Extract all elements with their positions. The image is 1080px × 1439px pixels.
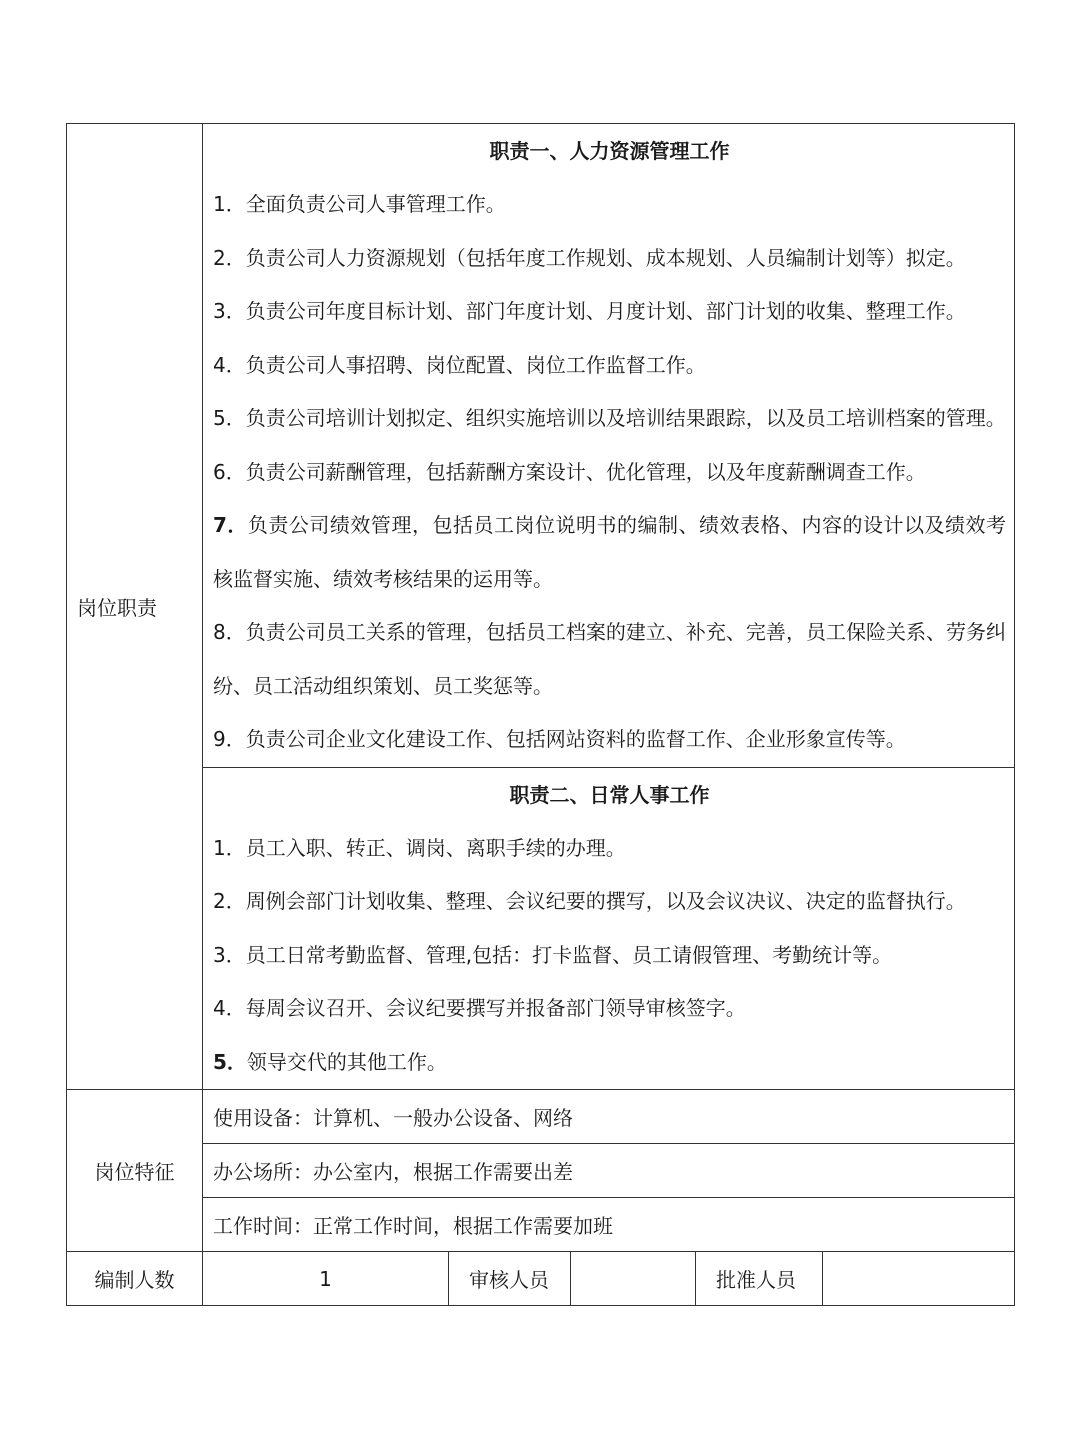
item-text: 周例会部门计划收集、整理、会议纪要的撰写，以及会议决议、决定的监督执行。 [245, 889, 966, 913]
feature-row [67, 1144, 1015, 1198]
duty1-item [213, 713, 1006, 767]
item-text: 负责公司绩效管理，包括员工岗位说明书的编制、绩效表格、内容的设计以及绩效考核监督实施、绩效考核结果的运用等。 [213, 513, 1007, 591]
duty2-item [213, 929, 1006, 983]
item-number: 1． [213, 192, 246, 216]
item-number: 3． [213, 942, 246, 967]
duty1-title: 职责一、人力资源管理工作 [489, 139, 730, 163]
item-text: 员工日常考勤监督、管理,包括：打卡监督、员工请假管理、考勤统计等。 [245, 942, 893, 967]
item-number: 6． [213, 459, 246, 484]
item-text: 负责公司年度目标计划、部门年度计划、月度计划、部门计划的收集、整理工作。 [245, 299, 966, 323]
reviewer-value [571, 1252, 696, 1306]
duty1-block [203, 124, 1015, 768]
feature-row [67, 1090, 1015, 1144]
duty2-item [213, 1036, 1006, 1090]
approval-row [67, 1252, 1015, 1306]
item-number: 8． [213, 620, 246, 644]
duty2-block [203, 767, 1015, 1090]
item-text: 负责公司人力资源规划（包括年度工作规划、成本规划、人员编制计划等）拟定。 [245, 245, 966, 270]
item-text: 负责公司培训计划拟定、组织实施培训以及培训结果跟踪，以及员工培训档案的管理。 [245, 406, 1006, 430]
item-text: 全面负责公司人事管理工作。 [245, 192, 506, 216]
item-number: 5． [213, 1049, 247, 1074]
duty1-item [213, 606, 1006, 713]
item-text: 负责公司薪酬管理，包括薪酬方案设计、优化管理，以及年度薪酬调查工作。 [245, 459, 926, 484]
feature-equipment: 使用设备：计算机、一般办公设备、网络 [203, 1090, 1015, 1144]
item-number: 3． [213, 299, 246, 323]
item-number: 2． [213, 245, 246, 270]
duty1-item [213, 446, 1006, 500]
item-number: 4． [213, 352, 246, 377]
item-number: 1． [213, 835, 246, 860]
item-text: 负责公司企业文化建设工作、包括网站资料的监督工作、企业形象宣传等。 [245, 727, 906, 751]
duty1-item [213, 499, 1006, 606]
duty2-item [213, 982, 1006, 1036]
feature-worktime: 工作时间：正常工作时间，根据工作需要加班 [203, 1198, 1015, 1252]
duty2-title: 职责二、日常人事工作 [509, 782, 710, 807]
item-number: 4． [213, 996, 246, 1020]
item-text: 负责公司人事招聘、岗位配置、岗位工作监督工作。 [245, 352, 706, 377]
approver-label: 批准人员 [696, 1252, 823, 1306]
item-text: 领导交代的其他工作。 [246, 1049, 447, 1074]
item-number: 5． [213, 406, 246, 430]
duty1-item [213, 285, 1006, 339]
headcount-value: 1 [203, 1252, 449, 1306]
item-number: 7． [213, 513, 248, 537]
job-description-table [66, 123, 1015, 1306]
duty2-item [213, 822, 1006, 876]
features-label: 岗位特征 [67, 1090, 203, 1252]
item-number: 9． [213, 727, 246, 751]
duty2-row [67, 767, 1015, 1090]
item-text: 每周会议召开、会议纪要撰写并报备部门领导审核签字。 [245, 996, 746, 1020]
duty1-item [213, 392, 1006, 446]
responsibilities-label: 岗位职责 [67, 124, 203, 1090]
item-text: 负责公司员工关系的管理，包括员工档案的建立、补充、完善，员工保险关系、劳务纠纷、员工活动组织策划、员工奖惩等。 [213, 620, 1007, 698]
duty1-item [213, 339, 1006, 393]
item-number: 2． [213, 889, 246, 913]
duty2-item [213, 875, 1006, 929]
reviewer-label: 审核人员 [449, 1252, 571, 1306]
feature-row [67, 1198, 1015, 1252]
headcount-label: 编制人数 [67, 1252, 203, 1306]
item-text: 员工入职、转正、调岗、离职手续的办理。 [245, 835, 626, 860]
feature-workplace: 办公场所：办公室内，根据工作需要出差 [203, 1144, 1015, 1198]
duty1-row [67, 124, 1015, 768]
approver-value [823, 1252, 1015, 1306]
duty1-item [213, 232, 1006, 286]
duty1-item [213, 178, 1006, 232]
